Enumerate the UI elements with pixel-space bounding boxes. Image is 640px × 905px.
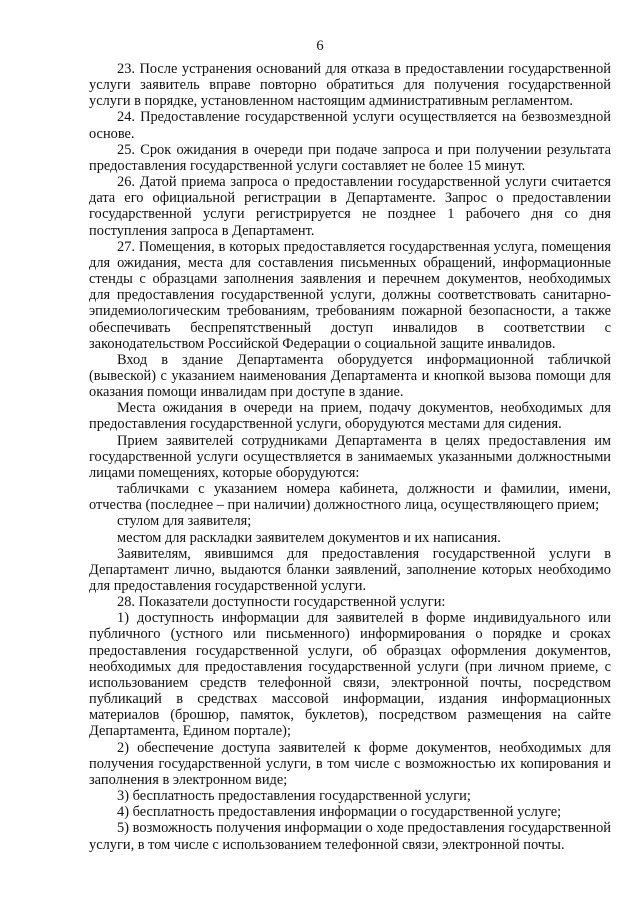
paragraph-26: 26. Датой приема запроса о предоставлении государственной услуги считается дата его официальной регистрации в Департаменте. Запрос о предоставлении государственной услуги регистрируется не позднее 1 рабочего дня со дня поступления запроса в Департамент. [89, 174, 611, 239]
paragraph-24: 24. Предоставление государственной услуги осуществляется на безвозмездной основе. [89, 109, 611, 142]
paragraph-signs: табличками с указанием номера кабинета, должности и фамилии, имени, отчества (последнее – при наличии) должностного лица, осуществляющего прием; [89, 481, 611, 514]
paragraph-28: 28. Показатели доступности государственной услуги: [117, 594, 446, 611]
paragraph-23: 23. После устранения оснований для отказа в предоставлении государственной услуги заявитель вправе повторно обратиться для получения государственной услуги в порядке, установленном настоящим административным регламентом. [89, 61, 611, 110]
list-item-2: 2) обеспечение доступа заявителей к форме документов, необходимых для получения государственной услуги, в том числе с возможностью их копирования и заполнения в электронном виде; [89, 739, 611, 788]
paragraph-waiting-places: Места ожидания в очереди на прием, подачу документов, необходимых для предоставления государственной услуги, оборудуются местами для сидения. [89, 400, 611, 433]
paragraph-forms: Заявителям, явившимся для предоставления государственной услуги в Департамент лично, выдаются бланки заявлений, заполнение которых необходимо для предоставления государственной услуги. [89, 545, 611, 594]
page-number: 6 [316, 38, 324, 54]
list-item-5: 5) возможность получения информации о ходе предоставления государственной услуги, в том числе с использованием телефонной связи, электронной почты. [89, 820, 611, 853]
list-item-1: 1) доступность информации для заявителей в форме индивидуального или публичного (устного или письменного) информирования о порядке и сроках предоставления государственной услуги, об образцах оформления документов, необходимых для предоставления государственной услуги (при личном приеме, с использованием средств телефонной связи, электронной почты, посредством публикаций в средствах массовой информации, издания информационных материалов (брошюр, памяток, буклетов), посредством размещения на сайте Департамента, Едином портале); [89, 610, 611, 740]
paragraph-25: 25. Срок ожидания в очереди при подаче запроса и при получении результата предоставления государственной услуги составляет не более 15 минут. [89, 141, 611, 174]
paragraph-reception: Прием заявителей сотрудниками Департамента в целях предоставления им государственной услуги осуществляется в занимаемых указанными должностными лицами помещениях, которые оборудуются: [89, 432, 611, 481]
list-item-3: 3) бесплатность предоставления государственной услуги; [117, 788, 471, 805]
paragraph-chair: стулом для заявителя; [117, 513, 252, 530]
paragraph-27: 27. Помещения, в которых предоставляется государственная услуга, помещения для ожидания, места для составления письменных обращений, информационные стенды с образцами заполнения заявления и перечнем документов, необходимых для предоставления государственной услуги, должны соответствовать санитарно-эпидемиологическим требованиям, требованиям пожарной безопасности, а также обеспечивать беспрепятственный доступ инвалидов в соответствии с законодательством Российской Федерации о социальной защите инвалидов. [89, 238, 611, 352]
paragraph-desk: местом для раскладки заявителем документов и их написания. [117, 529, 501, 546]
document-body [89, 61, 611, 853]
paragraph-entrance: Вход в здание Департамента оборудуется информационной табличкой (вывеской) с указанием наименования Департамента и кнопкой вызова помощи для оказания помощи инвалидам при доступе в здание. [89, 351, 611, 401]
list-item-4: 4) бесплатность предоставления информации о государственной услуге; [117, 804, 562, 821]
